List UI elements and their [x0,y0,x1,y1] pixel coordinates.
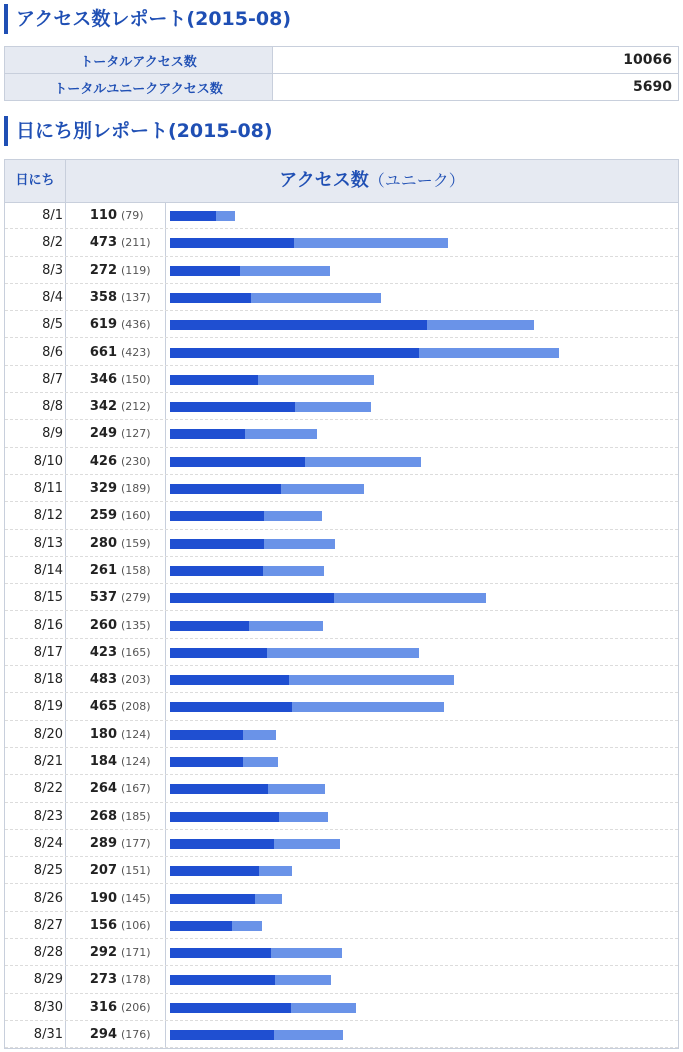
unique-access-bar [170,511,264,521]
day-label: 8/16 [33,617,63,633]
total-access-count: 261 [89,562,117,578]
unique-access-bar [170,293,251,303]
unique-access-count: (137) [121,290,151,304]
day-label: 8/26 [33,890,63,906]
unique-access-count: (127) [121,427,151,441]
day-label: 8/18 [33,672,63,688]
unique-access-bar [170,457,305,467]
daily-row [5,339,678,366]
unique-access-count: (124) [121,755,151,768]
unique-access-bar [170,484,281,494]
total-access-count: 426 [89,453,117,469]
total-access-label: トータルアクセス数 [5,47,273,74]
unique-access-count: (176) [121,1028,151,1041]
unique-access-count: (106) [121,918,151,932]
daily-row [5,475,678,502]
unique-access-bar [170,648,267,658]
day-label: 8/1 [42,208,63,223]
day-label: 8/8 [42,399,63,415]
daily-row [5,557,678,584]
unique-access-value: 5690 [273,74,679,101]
daily-row [5,530,678,557]
unique-access-bar [170,839,274,849]
daily-row [5,666,678,693]
unique-access-count: (79) [121,209,144,222]
total-access-count: 280 [89,535,117,551]
total-access-count: 207 [89,863,117,879]
total-access-count: 259 [89,508,117,524]
unique-access-count: (211) [121,236,151,250]
day-label: 8/13 [33,535,63,551]
total-access-count: 465 [89,699,117,715]
daily-row [5,857,678,884]
total-access-count: 342 [89,399,117,415]
day-label: 8/28 [33,945,63,961]
day-label: 8/17 [33,644,63,660]
day-label: 8/14 [33,562,63,578]
unique-access-bar [170,866,259,876]
unique-access-count: (208) [121,700,151,714]
day-label: 8/24 [33,835,63,851]
daily-header [5,160,678,203]
daily-report-title: 日にち別レポート(2015-08) [4,116,273,146]
day-label: 8/2 [42,235,63,251]
unique-access-count: (159) [121,536,151,550]
unique-access-count: (135) [121,618,151,632]
unique-access-bar [170,593,334,603]
total-access-count: 316 [89,999,117,1015]
unique-access-bar [170,975,275,985]
daily-row [5,420,678,447]
unique-access-bar [170,730,243,740]
daily-row [5,311,678,338]
day-label: 8/3 [42,262,63,278]
daily-row [5,393,678,420]
day-label: 8/4 [42,289,63,305]
daily-row [5,257,678,284]
unique-access-count: (423) [121,345,151,359]
unique-access-count: (124) [121,727,151,741]
unique-access-count: (145) [121,891,151,905]
day-label: 8/10 [33,453,63,469]
total-access-count: 190 [89,890,117,906]
unique-access-bar [170,812,279,822]
unique-access-bar [170,348,419,358]
unique-access-count: (185) [121,809,151,823]
unique-access-bar [170,702,292,712]
total-access-count: 260 [89,617,117,633]
total-access-count: 346 [89,371,117,387]
unique-access-bar [170,757,243,767]
unique-access-count: (160) [121,509,151,523]
total-access-count: 537 [89,590,117,606]
total-access-count: 294 [89,1027,117,1042]
unique-access-count: (150) [121,372,151,386]
day-label: 8/27 [33,917,63,933]
day-label: 8/22 [33,781,63,797]
unique-access-bar [170,429,245,439]
unique-access-bar [170,1030,274,1040]
day-label: 8/21 [33,754,63,769]
daily-row [5,994,678,1021]
access-column-title: アクセス数 [279,170,369,191]
day-label: 8/12 [33,508,63,524]
daily-row [5,284,678,311]
daily-row [5,803,678,830]
unique-access-count: (165) [121,645,151,659]
day-label: 8/15 [33,590,63,606]
access-column-header [66,160,678,202]
unique-access-bar [170,402,295,412]
unique-access-count: (178) [121,973,151,987]
unique-access-bar [170,921,232,931]
total-access-count: 184 [89,754,117,769]
unique-access-bar [170,320,427,330]
unique-access-bar [170,784,268,794]
unique-access-bar [170,238,294,248]
total-access-count: 483 [89,672,117,688]
unique-access-bar [170,375,258,385]
daily-row [5,693,678,720]
unique-access-bar [170,566,263,576]
daily-row [5,885,678,912]
unique-access-count: (177) [121,836,151,850]
total-access-count: 268 [89,808,117,824]
daily-row [5,748,678,775]
unique-access-bar [170,1003,291,1013]
report-title: アクセス数レポート(2015-08) [4,4,291,34]
summary-row-total [5,47,679,74]
daily-row [5,1021,678,1048]
day-label: 8/20 [33,726,63,742]
daily-row [5,830,678,857]
unique-access-count: (151) [121,864,151,878]
total-access-count: 264 [89,781,117,797]
total-access-count: 661 [89,344,117,360]
unique-access-count: (203) [121,673,151,687]
total-access-count: 292 [89,945,117,961]
unique-access-count: (189) [121,482,151,495]
daily-row [5,229,678,256]
daily-row [5,966,678,993]
unique-access-count: (119) [121,263,151,277]
unique-access-bar [170,266,240,276]
day-label: 8/5 [42,317,63,333]
unique-access-bar [170,621,249,631]
total-access-value: 10066 [273,47,679,74]
total-access-count: 249 [89,426,117,442]
day-label: 8/19 [33,699,63,715]
day-label: 8/7 [42,371,63,387]
unique-access-count: (436) [121,318,151,332]
total-access-count: 273 [89,972,117,988]
total-access-count: 358 [89,289,117,305]
day-label: 8/9 [42,426,63,442]
total-access-count: 272 [89,262,117,278]
day-label: 8/29 [33,972,63,988]
total-access-count: 619 [89,317,117,333]
total-access-count: 473 [89,235,117,251]
day-label: 8/23 [33,808,63,824]
day-label: 8/30 [33,999,63,1015]
daily-row [5,202,678,229]
daily-row [5,502,678,529]
daily-row [5,912,678,939]
daily-row [5,721,678,748]
summary-table [4,46,679,101]
unique-access-label: トータルユニークアクセス数 [5,74,273,101]
daily-row [5,612,678,639]
daily-row [5,584,678,611]
unique-access-bar [170,948,271,958]
unique-access-bar [170,211,216,221]
unique-access-bar [170,675,289,685]
unique-access-count: (167) [121,782,151,796]
daily-row [5,639,678,666]
day-label: 8/31 [33,1027,63,1042]
unique-access-count: (212) [121,400,151,414]
daily-row [5,366,678,393]
summary-row-unique [5,74,679,101]
unique-access-bar [170,894,255,904]
day-label: 8/6 [42,344,63,360]
unique-access-bar [170,539,264,549]
day-label: 8/25 [33,863,63,879]
total-access-count: 156 [89,917,117,933]
total-access-count: 329 [89,481,117,496]
total-access-count: 180 [89,726,117,742]
unique-access-count: (279) [121,591,151,605]
unique-access-count: (230) [121,454,151,468]
daily-row [5,775,678,802]
daily-row [5,448,678,475]
unique-access-count: (158) [121,563,151,577]
daily-row [5,939,678,966]
day-column-header: 日にち [5,160,66,202]
unique-access-count: (171) [121,946,151,960]
day-label: 8/11 [33,481,63,496]
daily-chart [4,159,679,1049]
unique-access-count: (206) [121,1000,151,1014]
total-access-count: 110 [89,208,117,223]
access-column-subtitle: （ユニーク） [368,171,465,190]
total-access-count: 423 [89,644,117,660]
total-access-count: 289 [89,835,117,851]
